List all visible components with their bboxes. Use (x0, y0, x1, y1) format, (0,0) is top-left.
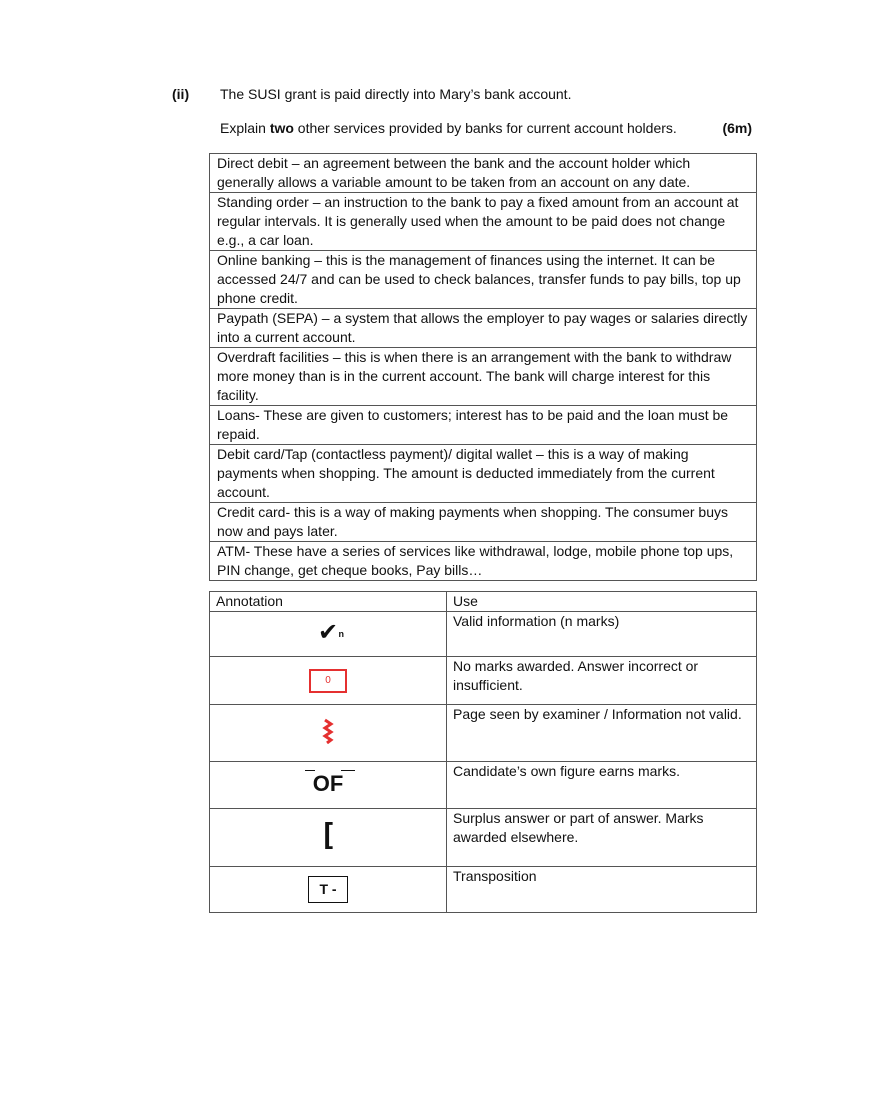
answer-cell (210, 542, 757, 581)
answer-cell (210, 348, 757, 406)
answer-line: e.g., a car loan. (217, 232, 314, 248)
answer-line: ATM- These have a series of services like withdrawal, lodge, mobile phone top ups, (217, 543, 734, 559)
question-text: The SUSI grant is paid directly into Mary’s bank account. (220, 86, 572, 102)
bracket-icon: [ (318, 817, 338, 853)
legend-symbol-cell (210, 705, 447, 762)
legend-row-no-marks (210, 657, 757, 705)
legend-row-own-figure (210, 762, 757, 809)
marks-label: (6m) (722, 120, 752, 136)
legend-row-surplus (210, 809, 757, 867)
answer-cell (210, 406, 757, 445)
legend-use-cell: Page seen by examiner / Information not valid. (447, 705, 757, 762)
transposition-icon: T - (308, 876, 347, 903)
answer-cell (210, 445, 757, 503)
answer-cell (210, 154, 757, 193)
answer-row (210, 542, 757, 581)
instruction-pre: Explain (220, 120, 270, 136)
answer-line: facility. (217, 387, 259, 403)
answer-cell (210, 193, 757, 251)
answer-line: Standing order – an instruction to the bank to pay a fixed amount from an account at (217, 194, 739, 210)
answer-line: more money than is in the current account. The bank will charge interest for this (217, 368, 711, 384)
legend-symbol-cell (210, 867, 447, 913)
legend-header-use: Use (447, 592, 757, 612)
annotation-legend-table (209, 591, 757, 913)
answer-cell (210, 251, 757, 309)
answer-line: Debit card/Tap (contactless payment)/ digital wallet – this is a way of making (217, 446, 689, 462)
answer-row (210, 251, 757, 309)
answer-row (210, 445, 757, 503)
answer-line: Loans- These are given to customers; interest has to be paid and the loan must be (217, 407, 729, 423)
answer-line: Paypath (SEPA) – a system that allows the employer to pay wages or salaries directly (217, 310, 748, 326)
legend-row-transposition (210, 867, 757, 913)
answer-row (210, 309, 757, 348)
answer-line: into a current account. (217, 329, 356, 345)
legend-header-annotation: Annotation (210, 592, 447, 612)
answer-line: account. (217, 484, 270, 500)
legend-use-cell: Valid information (n marks) (447, 612, 757, 657)
legend-row-page-seen (210, 705, 757, 762)
legend-symbol-cell (210, 809, 447, 867)
legend-use-cell: No marks awarded. Answer incorrect or insufficient. (447, 657, 757, 705)
instruction-bold: two (269, 120, 294, 136)
answer-cell (210, 309, 757, 348)
answer-row (210, 193, 757, 251)
zero-box-icon: 0 (309, 669, 347, 693)
zigzag-icon (321, 718, 335, 744)
answer-line: Overdraft facilities – this is when there is an arrangement with the bank to withdraw (217, 349, 732, 365)
answer-line: repaid. (217, 426, 260, 442)
legend-use-cell: Transposition (447, 867, 757, 913)
answer-line: accessed 24/7 and can be used to check balances, transfer funds to pay bills, top up (217, 271, 741, 287)
question-instruction (220, 120, 752, 136)
legend-symbol-cell (210, 762, 447, 809)
answer-row (210, 348, 757, 406)
answer-row (210, 154, 757, 193)
answer-line: payments when shopping. The amount is deducted immediately from the current (217, 465, 715, 481)
answer-line: generally allows a variable amount to be taken from an account on any date. (217, 174, 691, 190)
answer-line: now and pays later. (217, 523, 338, 539)
instruction-post: other services provided by banks for current account holders. (293, 120, 677, 136)
own-figure-icon: OF (309, 774, 348, 793)
question-number: (ii) (172, 86, 190, 102)
legend-header-row (210, 592, 757, 612)
legend-use-cell: Surplus answer or part of answer. Marks awarded elsewhere. (447, 809, 757, 867)
answer-line: PIN change, get cheque books, Pay bills… (217, 562, 483, 578)
answer-row (210, 503, 757, 542)
legend-symbol-cell (210, 657, 447, 705)
answer-row (210, 406, 757, 445)
answer-line: phone credit. (217, 290, 298, 306)
answer-cell (210, 503, 757, 542)
tick-n-icon: ✔ n (317, 619, 345, 646)
legend-symbol-cell (210, 612, 447, 657)
answer-line: regular intervals. It is generally used when the amount to be paid does not change (217, 213, 726, 229)
answer-line: Online banking – this is the management of finances using the internet. It can be (217, 252, 716, 268)
answer-line: Credit card- this is a way of making payments when shopping. The consumer buys (217, 504, 728, 520)
legend-use-cell: Candidate’s own figure earns marks. (447, 762, 757, 809)
answers-table (209, 153, 757, 581)
legend-row-valid (210, 612, 757, 657)
answer-line: Direct debit – an agreement between the bank and the account holder which (217, 155, 691, 171)
